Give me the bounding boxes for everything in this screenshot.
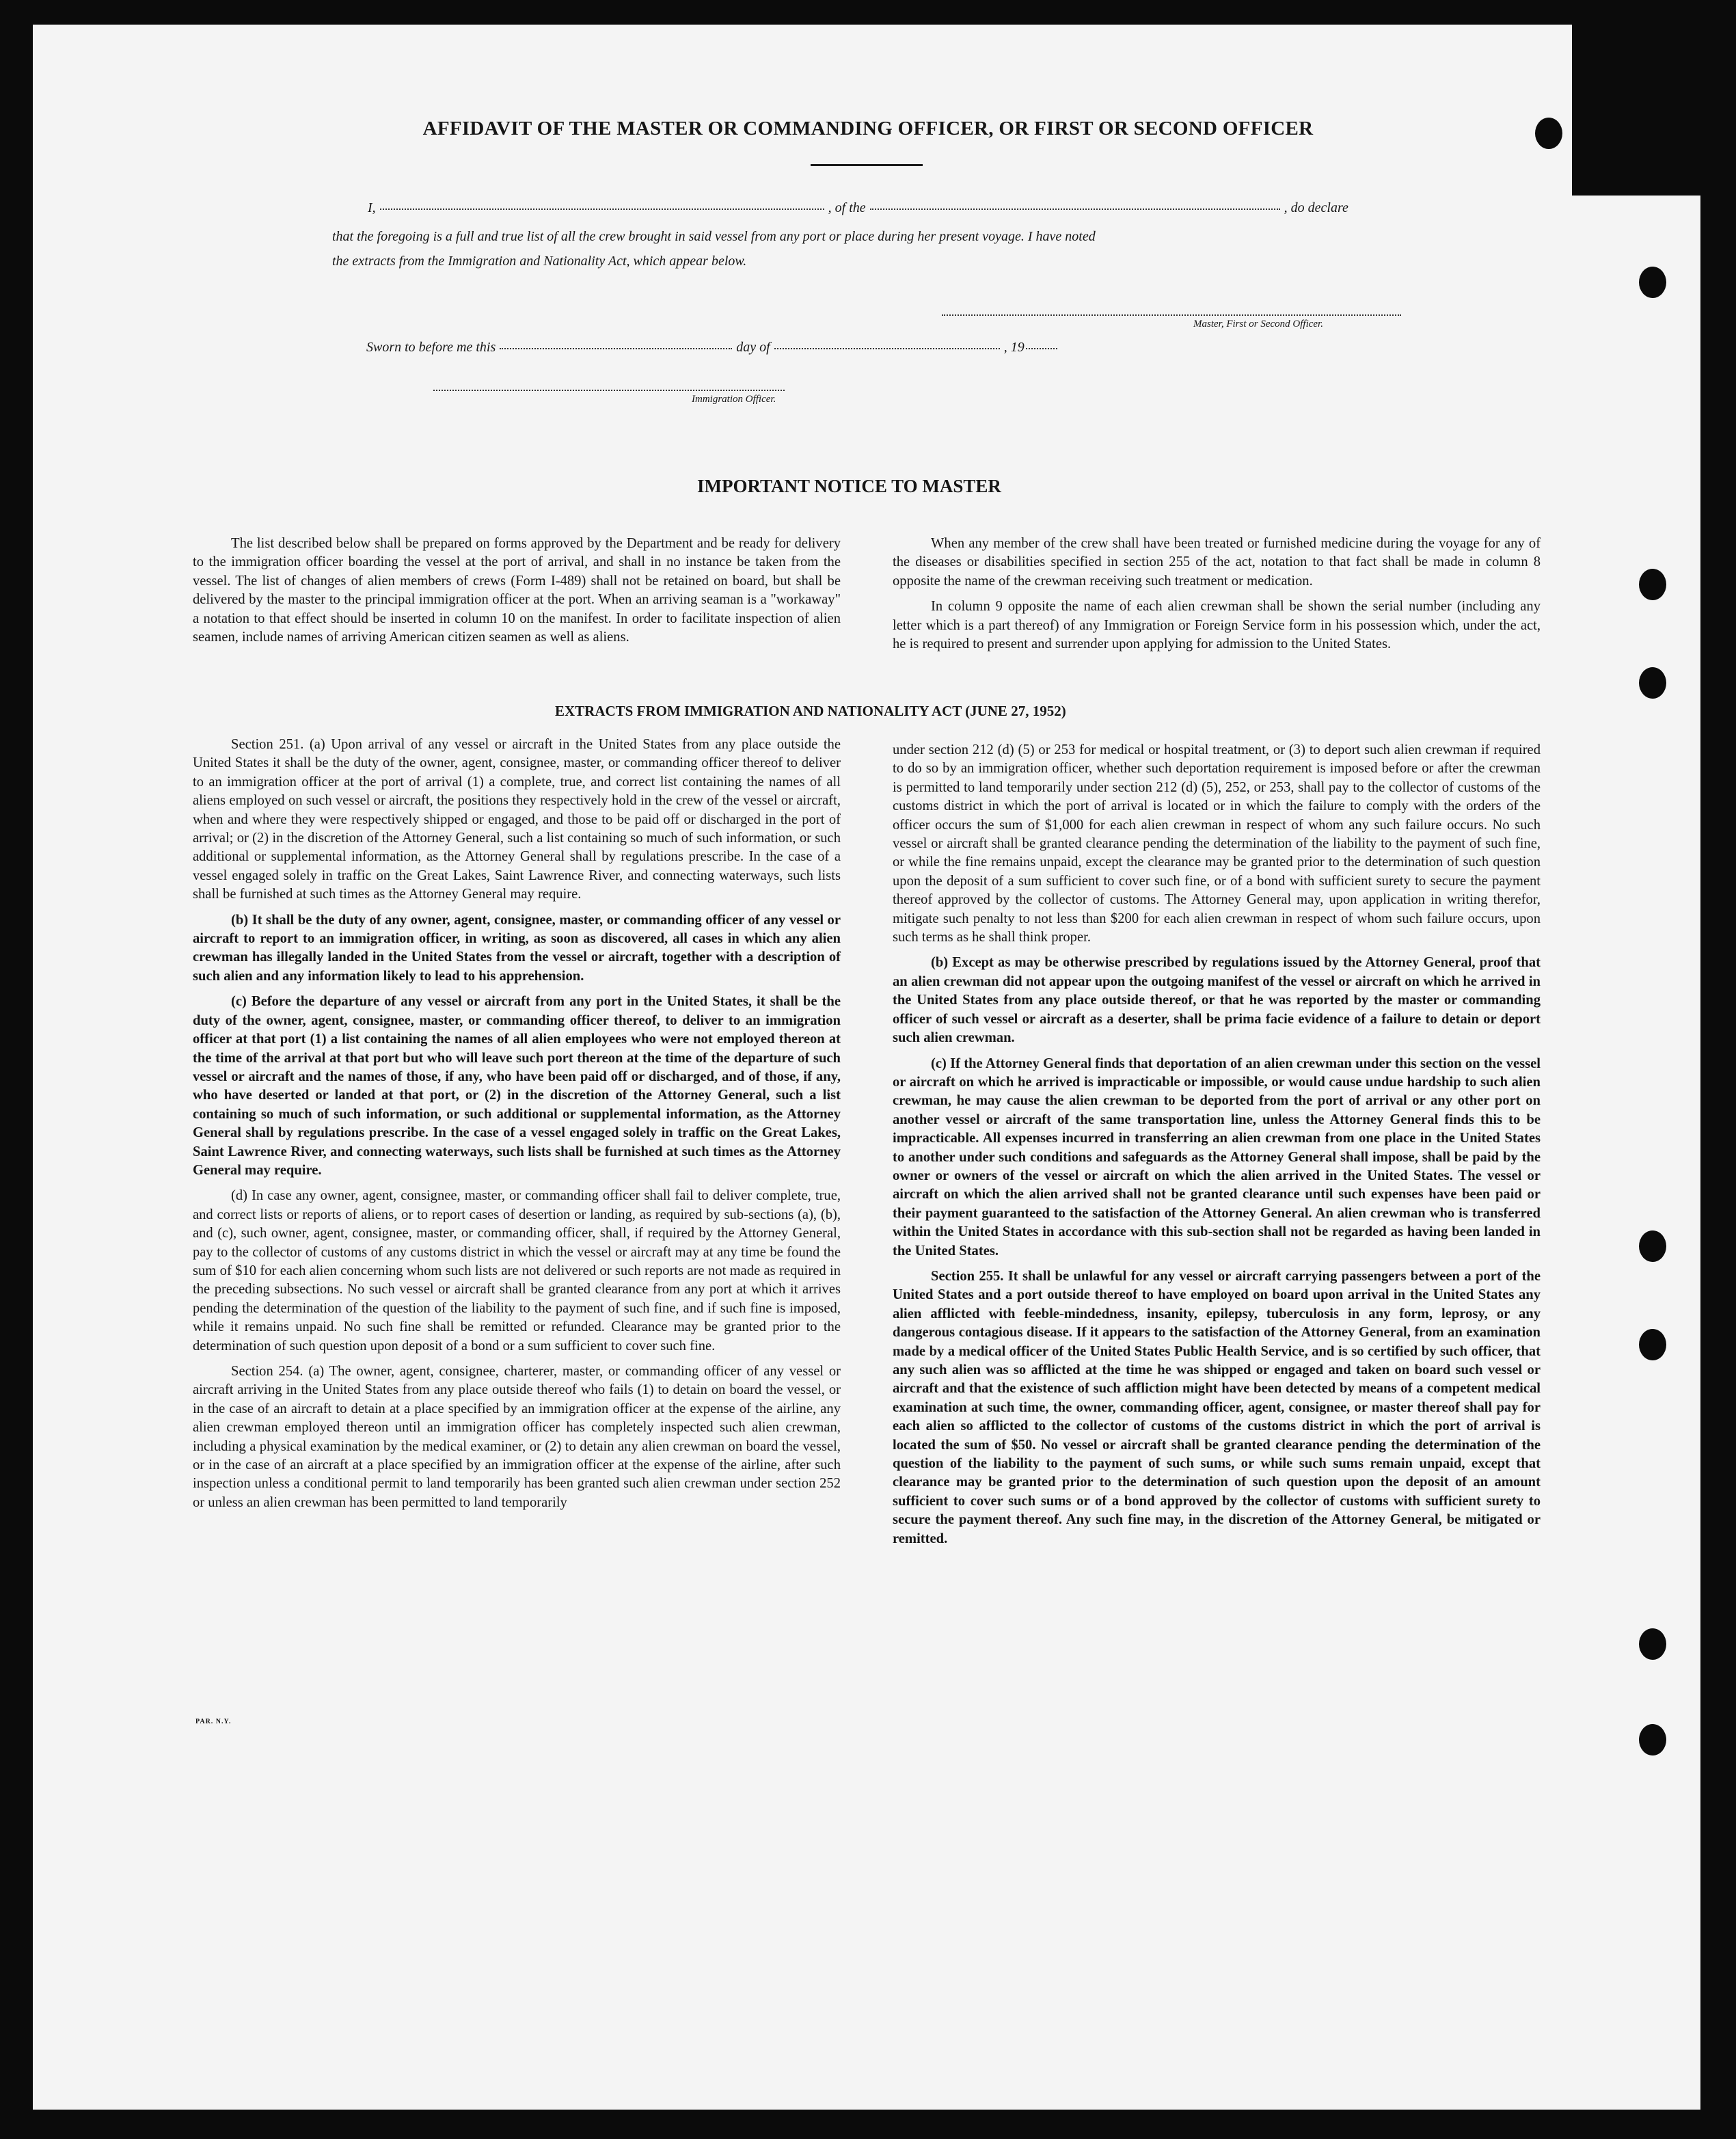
notice-paragraph: In column 9 opposite the name of each alien crewman shall be shown the serial number (including any letter which is a part thereof) of any Immigration or Foreign Service form in his possession which, under the act, he is required to present and surrender upon applying for admission to the United States. [893,599,1541,652]
declaration-text-line: that the foregoing is a full and true list of all the crew brought in said vessel from any port or place during her present voyage. I have noted [332,229,1096,244]
punch-hole [1639,569,1666,600]
act-paragraph: Section 255. It shall be unlawful for any vessel or aircraft carrying passengers between a port of the United States and a port outside thereof to have employed on board upon arrival in the United States any alien afflicted with feeble-mindedness, insanity, epilepsy, tuberculosis in any form, leprosy, or any dangerous contagious disease. If it appears to the satisfaction of the Attorney General, from an examination made by a medical officer of the United States Public Health Service, and is so certified by such officer, that any such alien was so afflicted at the time he was shipped or engaged and taken on board such vessel or aircraft and that the existence of such affliction might have been detected by means of a competent medical examination at such time, the owner, commanding officer, agent, consignee, or master thereof shall pay for each alien so afflicted to the collector of customs of the customs district in which the port of arrival is located the sum of $50. No vessel or aircraft shall be granted clearance pending the determination of the question of the liability to the payment of such sums, or while such sums remain unpaid, except that clearance may be granted prior to the determination of such question upon the deposit of an amount sufficient to cover such sums or of a bond approved by the collector of customs with sufficient surety to secure the payment thereof. Any such fine may, in the discretion of the Attorney General, be mitigated or remitted. [893,1268,1541,1546]
notice-paragraph: When any member of the crew shall have been treated or furnished medicine during the voyage for any of the diseases or disabilities specified in section 255 of the act, notation to that fact shall be made in column 8 opposite the name of the crewman receiving such treatment or medication. [893,536,1541,589]
act-paragraph: (d) In case any owner, agent, consignee, master, or commanding officer shall fail to deliver complete, true, and correct lists or reports of aliens, or to report cases of desertion or landing, as required by sub-sections (a), (b), and (c), such owner, agent, consignee, master, or commanding officer, shall, if required by the Attorney General, pay to the collector of customs of any customs district in which the vessel or aircraft may at any time be found the sum of $10 for each alien concerning whom such lists are not delivered or such reports are not made as required in the preceding subsections. No such vessel or aircraft shall be granted clearance from any port at which it arrives pending the determination of the question of the liability to the payment of such fine, and if such fine is imposed, while it remains unpaid. No such fine shall be remitted or refunded. Clearance may be granted prior to the determination of such question upon deposit of a bond or a sum sufficient to cover such fine. [193,1188,841,1354]
sworn-prefix: Sworn to before me this [366,340,496,355]
punch-hole [1639,667,1666,699]
officer-signature-line[interactable] [433,390,785,391]
punch-hole [1639,1329,1666,1360]
act-paragraph: (b) Except as may be otherwise prescribed by regulations issued by the Attorney General, proof that an alien crewman did not appear upon the outgoing manifest of the vessel or aircraft on which he arrived in the United States from any place outside thereof, or that he was reported by the master or commanding officer of such vessel or aircraft as a deserter, shall be prima facie evidence of a failure to detain or deport such alien crewman. [893,955,1541,1046]
declaration-text-line: the extracts from the Immigration and Nationality Act, which appear below. [332,254,747,269]
sworn-year-field[interactable] [1026,347,1057,349]
punch-hole [1535,118,1562,149]
title-rule [811,164,923,166]
punch-hole [1639,1628,1666,1660]
punch-hole [1639,267,1666,298]
sworn-line [366,336,1061,358]
declaration-of-the: , of the [828,200,866,215]
page-corner-tab [1572,25,1700,196]
act-paragraph: under section 212 (d) (5) or 253 for medical or hospital treatment, or (3) to deport such alien crewman if required to do so by an immigration officer, whether such deportation requirement is imposed before or after the crewman is permitted to land temporarily under section 212 (d) (5), 252, or 253, shall pay to the collector of customs of the customs district in which the port of arrival is located or in which the failure to comply with the orders of the officer occurs the sum of $1,000 for each alien crewman in respect of whom any such failure occurs. No such vessel or aircraft shall be granted clearance pending the determination of the liability to the payment of such fine, or while the fine remains unpaid, except the clearance may be granted prior to the determination of such question upon the deposit of a sum sufficient to cover such fine, or of a bond with sufficient surety to secure the payment thereof approved by the collector of customs. The Attorney General may, upon application in writing therefor, mitigate such penalty to not less than $200 for each alien crewman in respect of whom such failure occurs, upon such terms as he shall think proper. [893,742,1541,945]
sworn-day-field[interactable] [500,347,732,349]
affidavit-title: AFFIDAVIT OF THE MASTER OR COMMANDING OFFICER, OR FIRST OR SECOND OFFICER [422,118,1314,139]
notice-left-column [193,535,841,654]
sworn-year: , 19 [1003,340,1025,355]
punch-hole [1639,1724,1666,1755]
name-field[interactable] [380,207,824,210]
notice-heading: IMPORTANT NOTICE TO MASTER [697,476,1001,496]
printer-mark: PAR. N.Y. [195,1718,232,1725]
extracts-left-column [193,736,841,1519]
act-paragraph: (b) It shall be the duty of any owner, agent, consignee, master, or commanding officer of any vessel or aircraft to report to an immigration officer, in writing, as soon as discovered, all cases in which any alien crewman has illegally landed in the United States from the vessel or aircraft, together with a description of such alien and any information likely to lead to his apprehension. [193,912,841,984]
punch-hole [1639,1230,1666,1262]
act-paragraph: Section 254. (a) The owner, agent, consignee, charterer, master, or commanding officer of any vessel or aircraft arriving in the United States from any place outside thereof who fails (1) to detain on board the vessel, or in the case of an aircraft to detain at a place specified by an immigration officer at the expense of the airline, any alien crewman employed thereon until an immigration officer has completely inspected such alien crewman, including a physical examination by the medical examiner, or (2) to detain any alien crewman on board the vessel, or in the case of an aircraft at a place specified by an immigration officer at the expense of the airline, after such inspection unless a conditional permit to land temporarily has been granted such alien crewman under section 252 or unless an alien crewman has been permitted to land temporarily [193,1364,841,1510]
notice-right-column [893,535,1541,660]
sworn-day-of: day of [736,340,770,355]
act-paragraph: (c) If the Attorney General finds that deportation of an alien crewman under this section on the vessel or aircraft on which he arrived is impracticable or impossible, or would cause undue hardship to such alien crewman, he may cause the alien crewman to be deported from the port of arrival or any other port on another vessel or aircraft of the same transportation line, unless the Attorney General finds this to be impracticable. All expenses incurred in transferring an alien crewman from one place in the United States to another under such conditions and safeguards as the Attorney General shall impose, shall be paid by the owner or owners of the vessel or aircraft on which the alien arrived in the United States. The vessel or aircraft on which the alien arrived shall not be granted clearance until such expenses have been paid or their payment guaranteed to the satisfaction of the Attorney General. An alien crewman who is transferred within the United States in accordance with this sub-section shall not be regarded as having been landed in the United States. [893,1055,1541,1259]
act-paragraph: (c) Before the departure of any vessel or aircraft from any port in the United States, it shall be the duty of the owner, agent, consignee, master, or commanding officer thereof, to deliver to an immigration officer at that port (1) a list containing the names of all alien employees who were not employed thereon at the time of the arrival at that port but who will leave such port thereon at the time of the departure of such vessel or aircraft and the names of those, if any, who have been paid off or discharged, and of those, if any, who have deserted or landed at that port, or (2) in the discretion of the Attorney General, such a list containing so much of such information, or such additional or supplemental information, as the Attorney General shall by regulations prescribe. In the case of a vessel engaged solely in traffic on the Great Lakes, Saint Lawrence River, and connecting waterways, such lists shall be furnished at such times as the Attorney General may require. [193,994,841,1178]
declaration-i: I, [368,200,376,215]
officer-caption: Immigration Officer. [692,394,776,405]
act-paragraph: Section 251. (a) Upon arrival of any vessel or aircraft in the United States from any place outside the United States it shall be the duty of the owner, agent, consignee, master, or commanding officer thereof to deliver to an immigration officer at the port of arrival (1) a complete, true, and correct list containing the names of all aliens employed on such vessel or aircraft, the positions they respectively hold in the crew of the vessel or aircraft, when and where they were respectively shipped or engaged, and those to be paid off or discharged in the port of arrival; or (2) in the discretion of the Attorney General, such a list containing so much of such information, or such additional or supplemental information, as the Attorney General shall by regulations prescribe. In the case of a vessel engaged solely in traffic on the Great Lakes, Saint Lawrence River, and connecting waterways, such lists shall be furnished at such times as the Attorney General may require. [193,737,841,902]
declaration-declare: , do declare [1284,200,1348,215]
extracts-right-column [893,741,1541,1555]
extracts-heading: EXTRACTS FROM IMMIGRATION AND NATIONALITY ACT (JUNE 27, 1952) [555,703,1066,719]
declaration-line [368,197,1348,219]
master-signature-line[interactable] [942,314,1401,316]
sworn-month-field[interactable] [774,347,1000,349]
vessel-field[interactable] [870,207,1280,210]
master-caption: Master, First or Second Officer. [1193,319,1323,329]
notice-paragraph: The list described below shall be prepared on forms approved by the Department and be ready for delivery to the immigration officer boarding the vessel at the port of arrival, and shall in no instance be taken from the vessel. The list of changes of alien members of crews (Form I-489) shall not be retained on board, but shall be delivered by the master to the principal immigration officer at the port. When an arriving seaman is a "workaway" a notation to that effect should be inserted in column 10 on the manifest. In order to facilitate inspection of alien seamen, include names of arriving American citizen seamen as well as aliens. [193,536,841,645]
